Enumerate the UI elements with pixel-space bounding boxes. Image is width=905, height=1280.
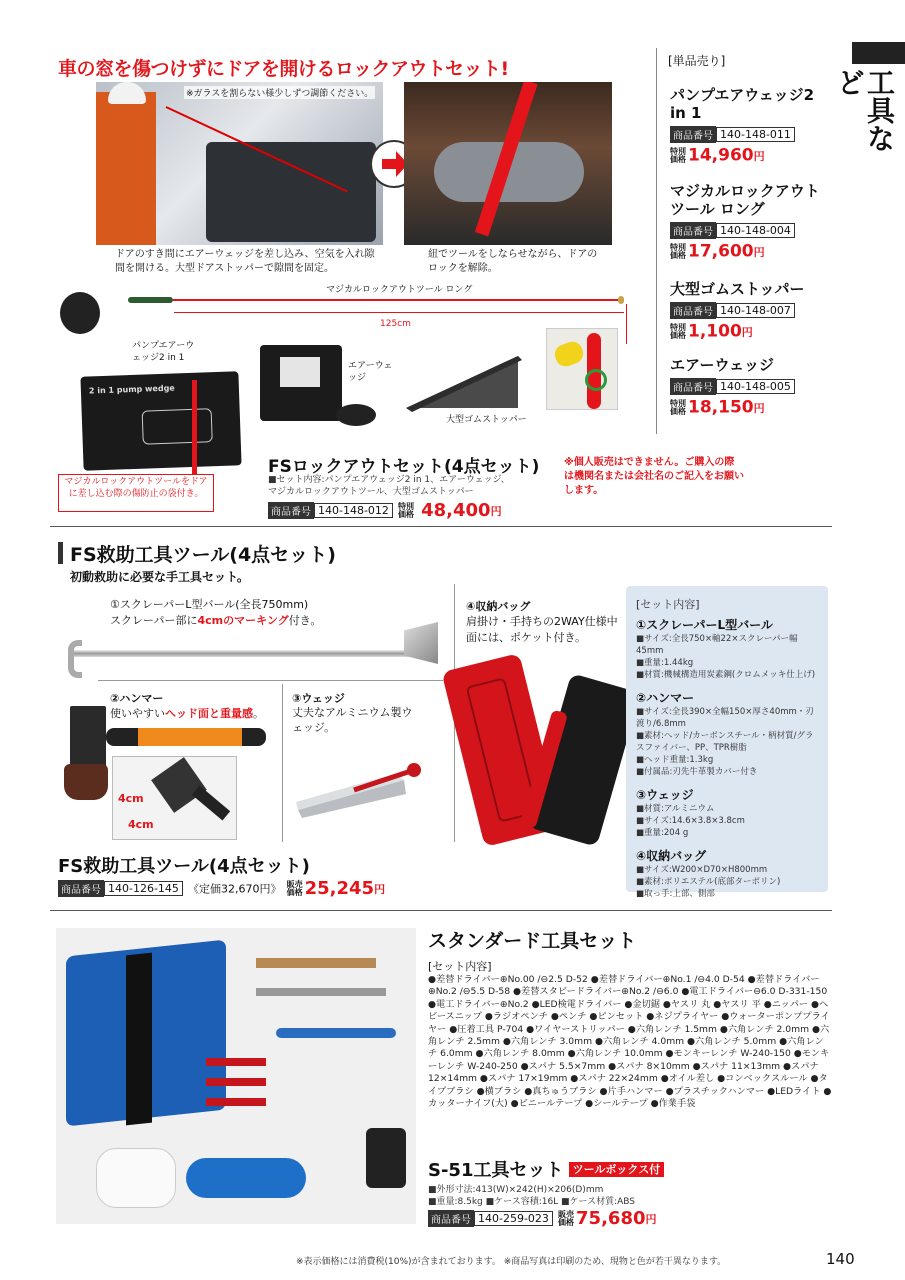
item2-desc-a: 使いやすい — [110, 707, 165, 720]
rescuer-photo — [96, 82, 383, 245]
single-items-header: [単品売り] — [668, 54, 726, 68]
spec-line: ■素材:ヘッド/カーボンスチール・柄材質/グラスファイバー、PP、TPR樹脂 — [636, 731, 814, 753]
single-item — [670, 182, 830, 262]
single-item-code: 140-148-011 — [716, 127, 795, 142]
contents-section — [636, 786, 818, 839]
item3-title: ③ウェッジ — [292, 692, 345, 705]
storage-bag-image-open — [527, 673, 640, 847]
sale-label: 販売価格 — [286, 879, 303, 897]
pump-label: パンプエアーウェッジ2 in 1 — [132, 341, 195, 363]
item4-desc: 肩掛け・手持ちの2WAY仕様中面には、ポケット付き。 — [466, 615, 618, 644]
code-label: 商品番号 — [268, 502, 314, 519]
wedge-label: エアーウェッジ — [348, 361, 393, 383]
item1-title: ①スクレーパーL型バール(全長750mm) — [110, 598, 309, 611]
contents-section — [636, 689, 818, 778]
pump-wedge-bag — [80, 371, 241, 470]
spec-line: ■付属品:刃先牛革製カバー付き — [636, 767, 758, 777]
standard-contents-header: [セット内容] — [428, 960, 492, 973]
side-tab-label: 工具など — [833, 68, 896, 152]
item2-title: ②ハンマー — [110, 692, 164, 705]
bag-note: マジカルロックアウトツールをドアに差し込む際の傷防止の袋付き。 — [58, 474, 214, 512]
spec-line: ■サイズ:14.6×3.8×3.8cm — [636, 816, 745, 826]
spec-line: ■サイズ:W200×D70×H800mm — [636, 865, 768, 875]
rescue-title: FS救助工具ツール(4点セット) — [70, 544, 336, 566]
side-tab — [833, 42, 905, 170]
single-item-price: 14,960 — [688, 145, 754, 166]
spec-line: ■素材:ポリエステル(底部ターポリン) — [636, 877, 781, 887]
yen-unit: 円 — [753, 402, 765, 415]
rope-detail-image — [546, 328, 618, 410]
single-item — [670, 280, 830, 342]
lockout-set-desc: ■セット内容:パンプエアウェッジ2 in 1、エアーウェッジ、マジカルロックアウトツール、大型ゴムストッパー — [268, 475, 510, 497]
single-item-price: 1,100 — [688, 321, 742, 342]
dim-label-1: 4cm — [118, 792, 144, 805]
rescue-code: 140-126-145 — [104, 881, 183, 896]
spec-line: ■材質:機械構造用炭素鋼(クロムメッキ仕上げ) — [636, 670, 816, 680]
item1-desc-a: スクレーパー部に — [110, 614, 198, 627]
yen-unit: 円 — [374, 883, 386, 896]
standard-code: 140-259-023 — [474, 1211, 553, 1226]
single-item-name: 大型ゴムストッパー — [670, 280, 805, 298]
contents-section-title: ②ハンマー — [636, 691, 695, 705]
price-label: 特別価格 — [670, 322, 686, 340]
single-item-code: 140-148-005 — [716, 379, 795, 394]
contents-section-title: ④収納バッグ — [636, 849, 707, 863]
standard-title: スタンダード工具セット — [428, 930, 637, 952]
rescue-subtitle: 初動救助に必要な手工具セット。 — [70, 570, 249, 584]
rod-drop-line — [626, 304, 627, 344]
air-wedge-image — [260, 345, 342, 421]
item2-desc-b: ヘッド面と重量感 — [165, 707, 253, 720]
code-label: 商品番号 — [670, 302, 716, 319]
yen-unit: 円 — [490, 505, 502, 518]
section-divider — [50, 526, 832, 527]
item2-desc-c: 。 — [253, 707, 264, 720]
spec-line: ■取っ手:上部、側部 — [636, 889, 715, 899]
lockout-headline: 車の窓を傷つけずにドアを開けるロックアウトセット! — [58, 58, 509, 80]
standard-model: S-51工具セット — [428, 1160, 564, 1181]
contents-header: [セット内容] — [636, 598, 700, 611]
yen-unit: 円 — [753, 246, 765, 259]
single-item-code: 140-148-007 — [716, 303, 795, 318]
item1-desc — [110, 614, 321, 628]
price-label: 特別価格 — [670, 242, 686, 260]
yen-unit: 円 — [741, 326, 753, 339]
code-label: 商品番号 — [428, 1210, 474, 1227]
spec-line: ■重量:1.44kg — [636, 658, 694, 668]
rescue-contents-panel — [626, 586, 828, 899]
single-item-name: エアーウェッジ — [670, 356, 774, 374]
standard-spec-2: ■重量:8.5kg ■ケース容積:16L ■ケース材質:ABS — [428, 1197, 636, 1207]
lockout-price-row — [268, 500, 502, 521]
rescue-list-price: 《定価32,670円》 — [188, 882, 282, 896]
sale-label: 販売価格 — [558, 1209, 575, 1227]
lockout-set-price: 48,400 — [421, 500, 491, 521]
length-dimension — [174, 312, 624, 313]
contents-section-title: ①スクレーパーL型バール — [636, 618, 773, 632]
photo-note: ※ガラスを割らない様少しずつ調節ください。 — [184, 86, 375, 99]
code-label: 商品番号 — [670, 222, 716, 239]
wedge-tool-image — [294, 760, 444, 820]
single-item-name: パンプエアウェッジ2 in 1 — [670, 86, 815, 122]
section-divider — [50, 910, 832, 911]
rescue-title-bar — [58, 542, 63, 564]
footer-note: ※表示価格には消費税(10%)が含まれております。 ※商品写真は印刷のため、現物と色が若干異なります。 — [296, 1257, 727, 1267]
contents-section — [636, 616, 818, 681]
stopper-label: 大型ゴムストッパー — [446, 415, 527, 425]
wedge-bulb — [336, 404, 376, 426]
price-label: 特別価格 — [398, 501, 415, 519]
single-item — [670, 86, 820, 166]
rescue-bottom-title: FS救助工具ツール(4点セット) — [58, 856, 310, 877]
single-item-name: マジカルロックアウトツール ロング — [670, 182, 820, 218]
rescue-price-row — [58, 878, 385, 899]
length-label: 125cm — [380, 319, 411, 329]
bag-text: 2 in 1 pump wedge — [88, 383, 175, 396]
caption-left: ドアのすき間にエアーウェッジを差し込み、空気を入れ隙間を開ける。大型ドアストッパーで隙間を固定。 — [115, 249, 375, 274]
caption-right: 紐でツールをしならせながら、ドアのロックを解除。 — [428, 249, 598, 274]
standard-model-row — [428, 1156, 664, 1182]
rubber-stopper-image — [402, 350, 522, 412]
code-label: 商品番号 — [58, 880, 104, 897]
rescue-price: 25,245 — [304, 878, 375, 899]
standard-price: 75,680 — [576, 1208, 646, 1229]
standard-price-row — [428, 1208, 657, 1229]
code-label: 商品番号 — [670, 378, 716, 395]
single-item — [670, 356, 830, 418]
spec-line: ■材質:アルミニウム — [636, 804, 715, 814]
standard-spec-1: ■外形寸法:413(W)×242(H)×206(D)mm — [428, 1185, 604, 1195]
lockout-notice: ※個人販売はできません。ご購入の際は機関名または会社名のご記入をお願いします。 — [564, 457, 744, 496]
toolbox-badge: ツールボックス付 — [569, 1162, 665, 1177]
contents-section — [636, 847, 818, 900]
standard-contents: ●差替ドライバー⊕No.00 /⊖2.5 D-52 ●差替ドライバー⊕No.1 /⊖4.0 D-54 ●差替ドライバー⊕No.2 /⊖5.5 D-58 ●差替スタビードライバー⊕No.2 /⊖6.0 ●電工ドライバー⊖6.0 D-331-150 ●電工ドライバー⊕No.2 ●LED検電ドライバー ●金切鋸 ●ヤスリ 丸 ●ヤスリ 平 ●ニッパー ●ヘビースニップ ●ラジオペンチ ●ペンチ ●ピンセット ●ネジプライヤー ●ウォーターポンププライヤー ●圧着工具 P-704 ●ワイヤーストリッパー ●六角レンチ 1.5mm ●六角レンチ 2.0mm ●六角レンチ 2.5mm ●六角レンチ 3.0mm ●六角レンチ 4.0mm ●六角レンチ 5.0mm ●六角レンチ 6.0mm ●六角レンチ 8.0mm ●六角レンチ 10.0mm ●モンキーレンチ W-240-150 ●モンキーレンチ W-240-250 ●スパナ 5.5×7mm ●スパナ 8×10mm ●スパナ 11×13mm ●スパナ 12×14mm ●スパナ 17×19mm ●スパナ 22×24mm ●オイル差し ●コンベックスルール ●タイプブラシ ●横ブラシ ●真ちゅうブラシ ●片手ハンマー ●プラスチックハンマー ●LEDライト ●カッターナイフ(大) ●ビニールテープ ●シールテープ ●作業手袋 — [428, 974, 832, 1110]
rod-label: マジカルロックアウトツール ロング — [326, 285, 473, 295]
door-lock-photo — [404, 82, 612, 245]
spec-line: ■重量:204 g — [636, 828, 689, 838]
scraper-bar-image — [62, 630, 442, 678]
single-item-price: 18,150 — [688, 397, 754, 418]
item-divider — [98, 680, 443, 681]
code-label: 商品番号 — [670, 126, 716, 143]
item-divider — [282, 684, 283, 842]
yen-unit: 円 — [753, 150, 765, 163]
item1-desc-b: 4cmのマーキング — [197, 614, 289, 627]
spec-line: ■サイズ:全長750×軸22×スクレーパー幅45mm — [636, 634, 798, 656]
item1-desc-c: 付き。 — [288, 614, 322, 627]
lockout-set-title: FSロックアウトセット(4点セット) — [268, 457, 540, 477]
spec-line: ■サイズ:全長390×全幅150×厚さ40mm・刃渡り/6.8mm — [636, 707, 814, 729]
page-number: 140 — [826, 1250, 855, 1268]
price-label: 特別価格 — [670, 146, 686, 164]
contents-section-title: ③ウェッジ — [636, 788, 694, 802]
dim-label-2: 4cm — [128, 818, 154, 831]
pump-bulb — [60, 292, 100, 334]
price-label: 特別価格 — [670, 398, 686, 416]
spec-line: ■ヘッド重量:1.3kg — [636, 755, 714, 765]
tool-set-photo — [56, 928, 416, 1224]
item4-title: ④収納バッグ — [466, 600, 531, 613]
lockout-tool-rod — [128, 296, 624, 304]
single-item-price: 17,600 — [688, 241, 754, 262]
single-item-code: 140-148-004 — [716, 223, 795, 238]
yen-unit: 円 — [645, 1213, 657, 1226]
single-items-divider — [656, 48, 657, 434]
item3-desc: 丈夫なアルミニウム製ウェッジ。 — [292, 706, 413, 734]
lockout-set-code: 140-148-012 — [314, 503, 393, 518]
